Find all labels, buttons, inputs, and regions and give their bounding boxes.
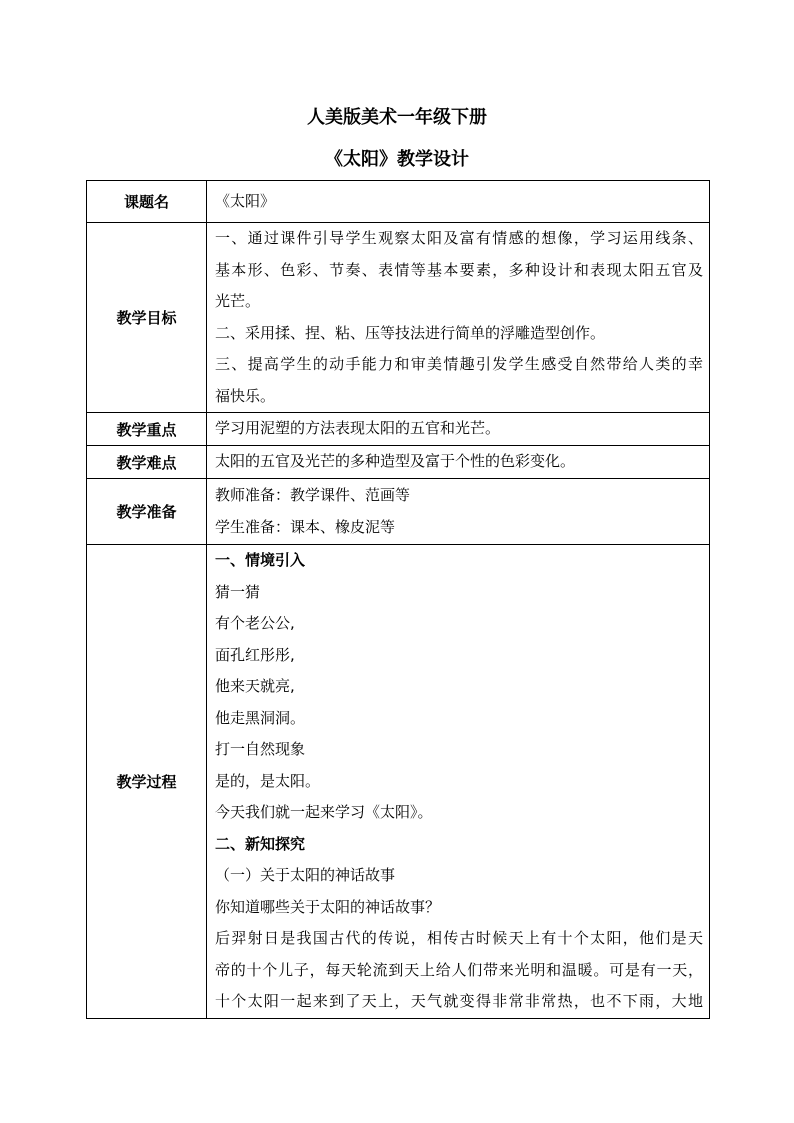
row-content-process — [207, 545, 710, 1019]
row-label-difficulties: 教学难点 — [87, 446, 207, 479]
row-label-preparation: 教学准备 — [87, 479, 207, 545]
row-label-process: 教学过程 — [87, 545, 207, 1019]
difficulties-line: 太阳的五官及光芒的多种造型及富于个性的色彩变化。 — [215, 452, 576, 471]
document-title: 人美版美术一年级下册 — [307, 107, 487, 128]
row-content-preparation — [207, 479, 710, 545]
process-line: 打一自然现象 — [215, 740, 306, 758]
row-content-goals — [207, 223, 710, 413]
goals-line: 二、采用揉、捏、粘、压等技法进行简单的浮雕造型创作。 — [215, 323, 606, 342]
table-row-difficulties — [87, 446, 710, 479]
document-subtitle: 《太阳》教学设计 — [325, 149, 469, 170]
process-line: 猜一猜 — [215, 582, 261, 601]
row-label-key-points: 教学重点 — [87, 413, 207, 446]
preparation-line: 教师准备：教学课件、范画等 — [215, 486, 411, 504]
table-row-preparation — [87, 479, 710, 545]
row-label-topic: 课题名 — [87, 181, 207, 223]
process-line: 面孔红彤彤, — [215, 645, 295, 664]
table-row-goals — [87, 223, 710, 413]
process-line: （一）关于太阳的神话故事 — [215, 866, 396, 884]
row-content-key-points — [207, 413, 710, 446]
process-line: 是的，是太阳。 — [215, 771, 321, 790]
goals-line: 三、提高学生的动手能力和审美情趣引发学生感受自然带给人类的幸 — [215, 355, 703, 373]
table-row-topic — [87, 181, 710, 223]
process-line: 十个太阳一起来到了天上，天气就变得非常非常热，也不下雨，大地 — [215, 992, 703, 1010]
row-content-difficulties — [207, 446, 710, 479]
process-line: 他来天就亮, — [215, 677, 295, 695]
preparation-line: 学生准备：课本、橡皮泥等 — [215, 517, 396, 536]
table-row-key-points — [87, 413, 710, 446]
process-line: 后羿射日是我国古代的传说，相传古时候天上有十个太阳，他们是天 — [215, 929, 703, 947]
lesson-plan-table — [86, 180, 710, 1019]
goals-line: 福快乐。 — [215, 386, 276, 405]
topic-line: 《太阳》 — [215, 191, 276, 210]
goals-line: 一、通过课件引导学生观察太阳及富有情感的想像，学习运用线条、 — [215, 229, 703, 247]
key-points-line: 学习用泥塑的方法表现太阳的五官和光芒。 — [215, 419, 501, 438]
row-content-topic — [207, 181, 710, 223]
process-line: 你知道哪些关于太阳的神话故事？ — [215, 897, 441, 916]
row-label-goals: 教学目标 — [87, 223, 207, 413]
process-section-heading: 一、情境引入 — [215, 551, 306, 569]
table-row-process — [87, 545, 710, 1019]
goals-line: 光芒。 — [215, 292, 261, 310]
process-line: 帝的十个儿子，每天轮流到天上给人们带来光明和温暖。可是有一天， — [215, 960, 703, 979]
process-section-heading: 二、新知探究 — [215, 834, 306, 853]
goals-line: 基本形、色彩、节奏、表情等基本要素，多种设计和表现太阳五官及 — [215, 260, 703, 279]
process-line: 今天我们就一起来学习《太阳》。 — [215, 803, 433, 821]
process-line: 有个老公公, — [215, 614, 295, 632]
process-line: 他走黑洞洞。 — [215, 708, 306, 727]
